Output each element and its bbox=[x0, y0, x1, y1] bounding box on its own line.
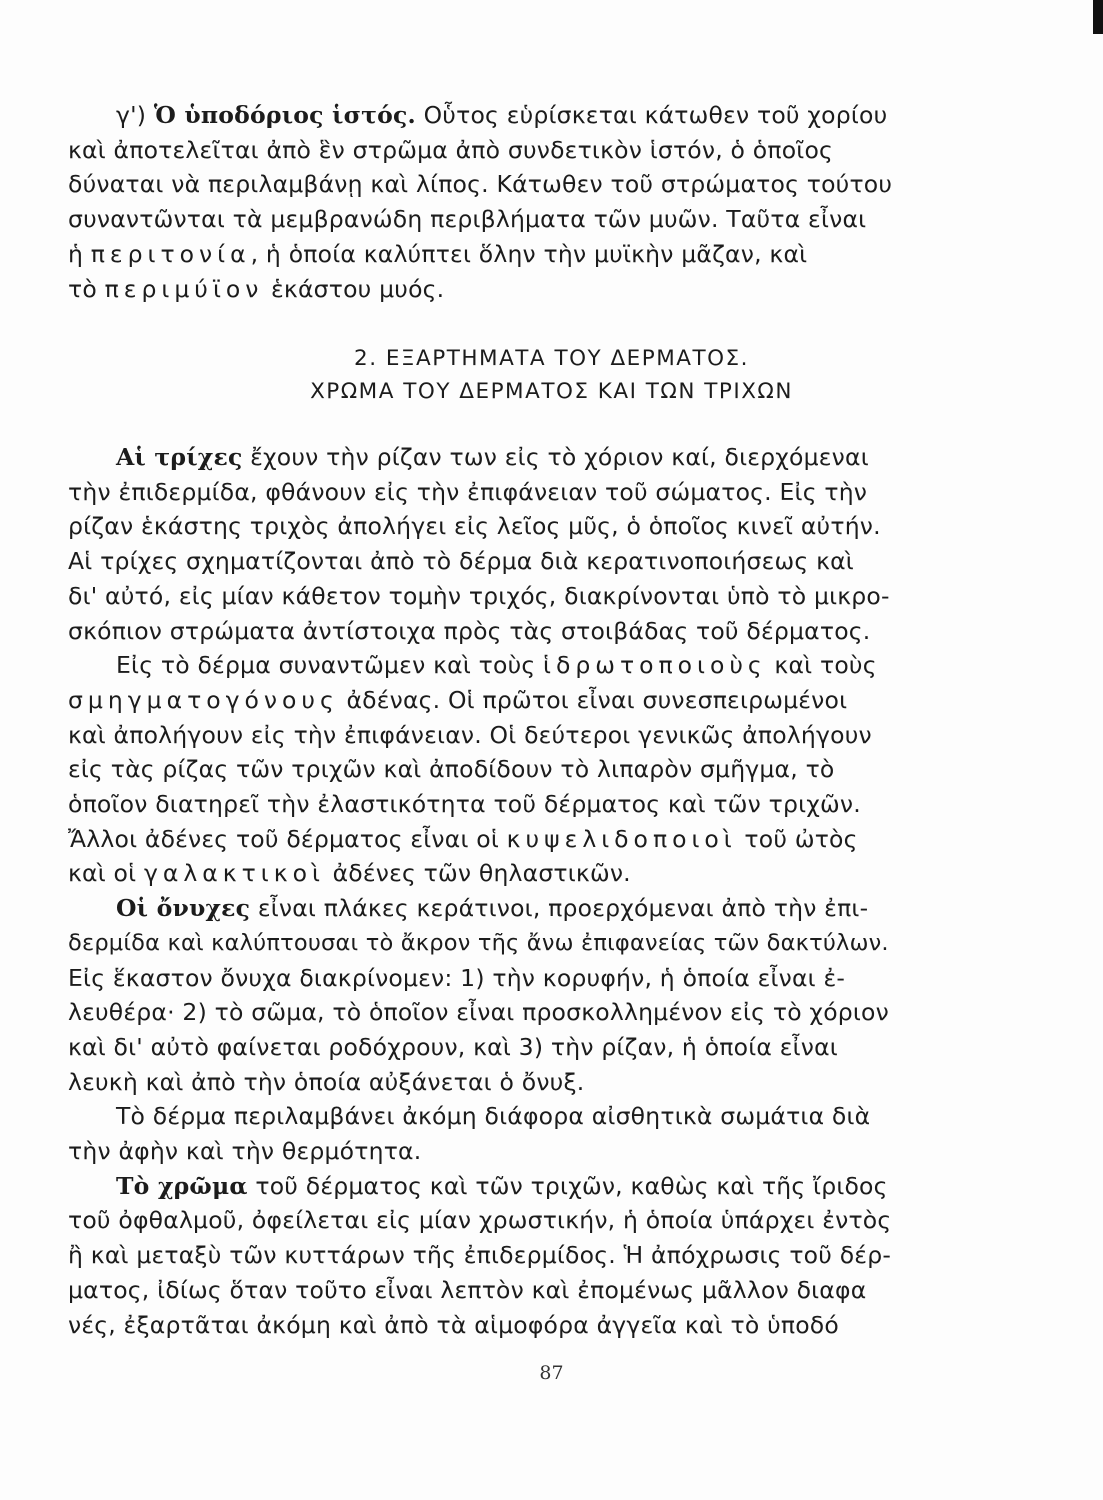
text-line bbox=[68, 440, 904, 475]
line-text: ἀδένας. Οἱ πρῶτοι εἶναι συνεσπειρωμένοι bbox=[338, 685, 848, 714]
line-text: καὶ τοὺς bbox=[766, 651, 877, 680]
text-line bbox=[68, 683, 904, 718]
line-text: Ἄλλοι ἀδένες τοῦ δέρματος εἶναι οἱ bbox=[68, 824, 507, 853]
line-text: Εἰς τὸ δέρμα συναντῶμεν καὶ τοὺς bbox=[116, 651, 544, 680]
text-line: εἰς τὰς ρίζας τῶν τριχῶν καὶ ἀποδίδουν τὸ λιπαρὸν σμῆγμα, τὸ bbox=[68, 755, 835, 784]
paragraph-corpuscles bbox=[68, 1099, 904, 1168]
subcutaneous-tissue-section bbox=[68, 98, 904, 306]
text-line: τοῦ ὀφθαλμοῦ, ὀφείλεται εἰς μίαν χρωστικήν, ἡ ὁποία ὑπάρχει ἐντὸς bbox=[68, 1206, 892, 1235]
line-text: τοῦ δέρματος καὶ τῶν τριχῶν, καθὼς καὶ τῆς ἴριδος bbox=[247, 1171, 888, 1200]
bold-term: Οἱ ὄνυχες bbox=[116, 894, 251, 923]
text-line: ὁποῖον διατηρεῖ τὴν ἐλαστικότητα τοῦ δέρματος καὶ τῶν τριχῶν. bbox=[68, 790, 861, 819]
heading-line-1: 2. ΕΞΑΡΤΗΜΑΤΑ ΤΟΥ ΔΕΡΜΑΤΟΣ. bbox=[354, 346, 749, 371]
text-line bbox=[68, 856, 904, 891]
page-number: 87 bbox=[539, 1362, 564, 1384]
line-text: ἡ bbox=[68, 239, 91, 268]
text-line: δερμίδα καὶ καλύπτουσαι τὸ ἄκρον τῆς ἄνω ἐπιφανείας τῶν δακτύλων. bbox=[68, 929, 889, 956]
text-line: δι' αὐτό, εἰς μίαν κάθετον τομὴν τριχός, διακρίνονται ὑπὸ τὸ μικρο- bbox=[68, 581, 890, 610]
appendages-section bbox=[68, 440, 904, 1342]
paragraph-subcutaneous bbox=[68, 98, 904, 133]
paragraph-hair bbox=[68, 440, 904, 648]
text-line bbox=[68, 237, 904, 272]
text-line bbox=[68, 1169, 904, 1204]
paragraph-color bbox=[68, 1169, 904, 1343]
line-text: καὶ οἱ bbox=[68, 859, 144, 888]
line-text: ἀδένες τῶν θηλαστικῶν. bbox=[324, 859, 631, 888]
paragraph-glands bbox=[68, 648, 904, 891]
text-line bbox=[68, 648, 904, 683]
text-line: σκόπιον στρώματα ἀντίστοιχα πρὸς τὰς στοιβάδας τοῦ δέρματος. bbox=[68, 616, 871, 645]
paragraph-nails bbox=[68, 891, 904, 1099]
line-text: , ἡ ὁποία καλύπτει ὅλην τὴν μυϊκὴν μᾶζαν, καὶ bbox=[250, 239, 808, 268]
text-line: τὴν ἐπιδερμίδα, φθάνουν εἰς τὴν ἐπιφάνειαν τοῦ σώματος. Εἰς τὴν bbox=[68, 477, 868, 506]
text-line: ἢ καὶ μεταξὺ τῶν κυττάρων τῆς ἐπιδερμίδος. Ἡ ἀπόχρωσις τοῦ δέρ- bbox=[68, 1241, 892, 1270]
paragraph-subcutaneous-cont bbox=[68, 133, 904, 307]
text-line: Αἱ τρίχες σχηματίζονται ἀπὸ τὸ δέρμα διὰ κερατινοποιήσεως καὶ bbox=[68, 547, 854, 576]
text-line: λευκὴ καὶ ἀπὸ τὴν ὁποία αὐξάνεται ὁ ὄνυξ. bbox=[68, 1067, 585, 1096]
text-line: δύναται νὰ περιλαμβάνῃ καὶ λίπος. Κάτωθεν τοῦ στρώματος τούτου bbox=[68, 170, 893, 199]
bold-term: Ὁ ὑποδόριος ἱστός. bbox=[153, 101, 416, 129]
text-line: Τὸ δέρμα περιλαμβάνει ἀκόμη διάφορα αἰσθητικὰ σωμάτια διὰ bbox=[116, 1102, 871, 1131]
text-line: Εἰς ἕκαστον ὄνυχα διακρίνομεν: 1) τὴν κορυφήν, ἡ ὁποία εἶναι ἐ- bbox=[68, 963, 846, 992]
bold-term: Τὸ χρῶμα bbox=[116, 1171, 248, 1200]
text-line: καὶ δι' αὐτὸ φαίνεται ροδόχρουν, καὶ 3) τὴν ρίζαν, ἡ ὁποία εἶναι bbox=[68, 1032, 838, 1061]
scan-edge-mark bbox=[1093, 0, 1103, 34]
text-line: καὶ ἀπολήγουν εἰς τὴν ἐπιφάνειαν. Οἱ δεύτεροι γενικῶς ἀπολήγουν bbox=[68, 720, 872, 749]
line-text: Οὗτος εὑρίσκεται κάτωθεν τοῦ χορίου bbox=[415, 101, 888, 129]
spaced-term: σμηγματογόνους bbox=[68, 685, 339, 714]
text-line: τὴν ἀφὴν καὶ τὴν θερμότητα. bbox=[68, 1137, 422, 1166]
text-line: συναντῶνται τὰ μεμβρανώδη περιβλήματα τῶν μυῶν. Ταῦτα εἶναι bbox=[68, 205, 867, 234]
line-text: ἔχουν τὴν ρίζαν των εἰς τὸ χόριον καί, διερχόμεναι bbox=[242, 443, 869, 471]
line-text: ἑκάστου μυός. bbox=[263, 274, 445, 303]
section-letter: γ') bbox=[116, 101, 154, 129]
text-line: νές, ἐξαρτᾶται ἀκόμη καὶ ἀπὸ τὰ αἱμοφόρα ἀγγεῖα καὶ τὸ ὑποδό bbox=[68, 1310, 839, 1339]
text-line: καὶ ἀποτελεῖται ἀπὸ ἓν στρῶμα ἀπὸ συνδετικὸν ἱστόν, ὁ ὁποῖος bbox=[68, 135, 834, 164]
text-line bbox=[68, 891, 904, 926]
text-line: ρίζαν ἑκάστης τριχὸς ἀπολήγει εἰς λεῖος μῦς, ὁ ὁποῖος κινεῖ αὐτήν. bbox=[68, 512, 881, 541]
spaced-term: κυψελιδοποιοὶ bbox=[506, 824, 737, 853]
bold-term: Αἱ τρίχες bbox=[116, 443, 243, 471]
text-line bbox=[68, 272, 904, 307]
spaced-term: περιτονία bbox=[90, 239, 251, 268]
text-line bbox=[68, 822, 904, 857]
line-text: τοῦ ὠτὸς bbox=[736, 824, 858, 853]
text-line bbox=[116, 98, 904, 133]
spaced-term: γαλακτικοὶ bbox=[143, 859, 325, 888]
text-line: ματος, ἰδίως ὅταν τοῦτο εἶναι λεπτὸν καὶ ἐπομένως μᾶλλον διαφα bbox=[68, 1275, 867, 1304]
heading-line-2: ΧΡΩΜΑ ΤΟΥ ΔΕΡΜΑΤΟΣ ΚΑΙ ΤΩΝ ΤΡΙΧΩΝ bbox=[310, 379, 793, 404]
spaced-term: ἱδρωτοποιοὺς bbox=[543, 651, 767, 680]
spaced-term: περιμύϊον bbox=[104, 274, 264, 303]
line-text: εἶναι πλάκες κεράτινοι, προερχόμεναι ἀπὸ τὴν ἐπι- bbox=[250, 894, 869, 923]
section-heading bbox=[0, 342, 1103, 408]
text-line: λευθέρα· 2) τὸ σῶμα, τὸ ὁποῖον εἶναι προσκολλημένον εἰς τὸ χόριον bbox=[68, 998, 889, 1027]
line-text: τὸ bbox=[68, 274, 105, 303]
